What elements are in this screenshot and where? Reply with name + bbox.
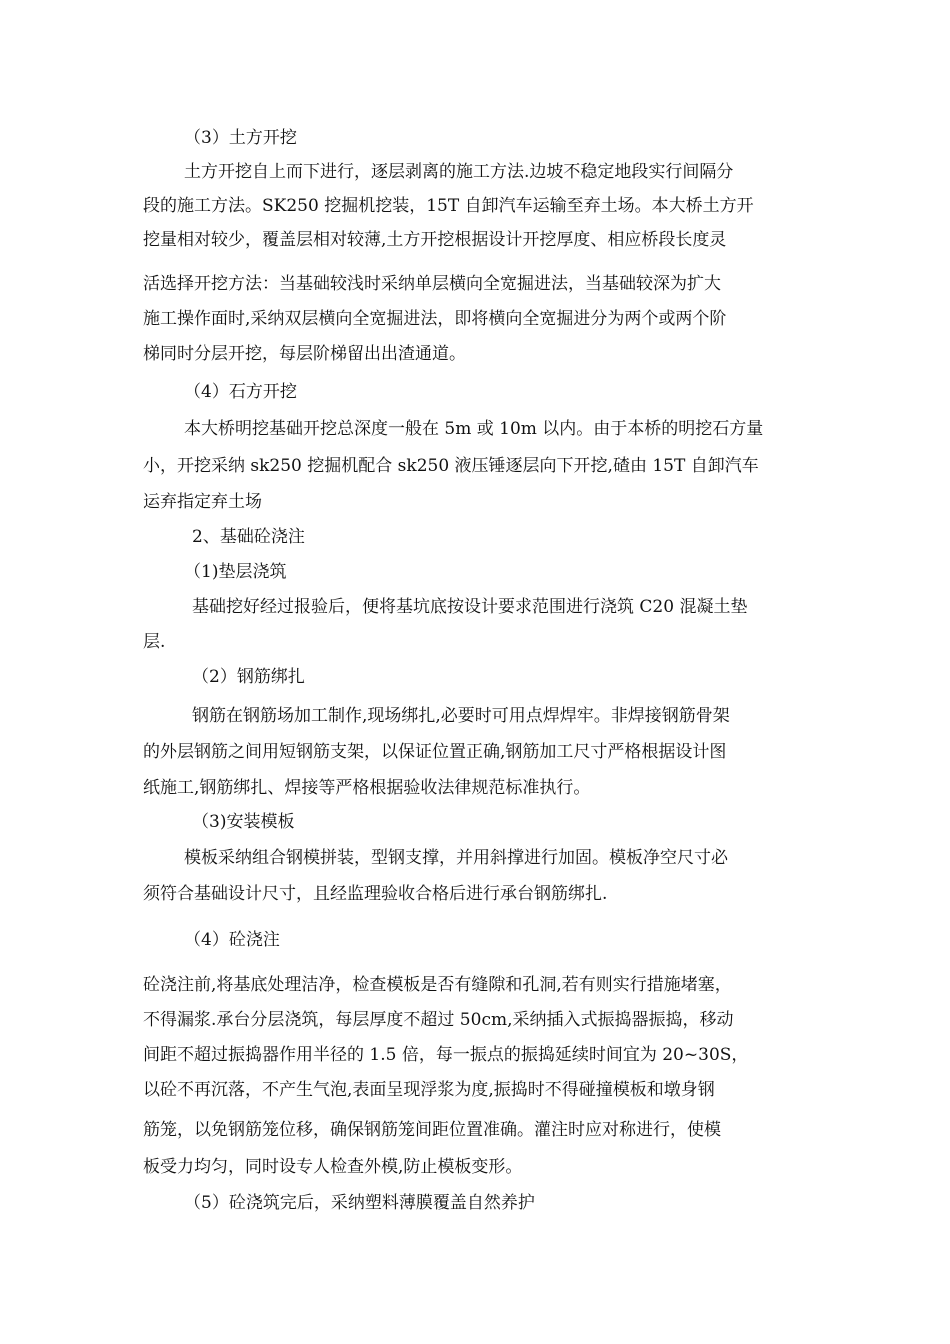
heading-formwork: （3)安装模板 (192, 812, 295, 832)
heading-earthwork: （3）土方开挖 (184, 128, 297, 148)
paragraph-line: 梯同时分层开挖，每层阶梯留出出渣通道。 (143, 344, 466, 364)
paragraph-line: 段的施工方法。SK250 挖掘机挖装，15T 自卸汽车运输至弃土场。本大桥土方开 (143, 196, 754, 216)
paragraph-line: 模板采纳组合钢模拼装，型钢支撑，并用斜撑进行加固。模板净空尺寸必 (184, 848, 728, 868)
paragraph-line: 施工操作面时,采纳双层横向全宽掘进法，即将横向全宽掘进分为两个或两个阶 (143, 309, 727, 329)
heading-pouring: （4）砼浇注 (184, 930, 280, 950)
paragraph-line: 板受力均匀，同时设专人检查外模,防止模板变形。 (143, 1157, 523, 1177)
heading-rebar: （2）钢筋绑扎 (192, 667, 305, 687)
paragraph-line: 筋笼，以免钢筋笼位移，确保钢筋笼间距位置准确。灌注时应对称进行，使模 (143, 1120, 721, 1140)
paragraph-line: 间距不超过振捣器作用半径的 1.5 倍，每一振点的振捣延续时间宜为 20~30S， (143, 1045, 749, 1065)
paragraph-line: 挖量相对较少，覆盖层相对较薄,土方开挖根据设计开挖厚度、相应桥段长度灵 (143, 230, 727, 250)
paragraph-line: 不得漏浆.承台分层浇筑，每层厚度不超过 50cm,采纳插入式振捣器振捣，移动 (143, 1010, 734, 1030)
paragraph-line: 本大桥明挖基础开挖总深度一般在 5m 或 10m 以内。由于本桥的明挖石方量 (184, 419, 764, 439)
paragraph-line: 活选择开挖方法：当基础较浅时采纳单层横向全宽掘进法，当基础较深为扩大 (143, 274, 721, 294)
paragraph-line: 以砼不再沉落，不产生气泡,表面呈现浮浆为度,振捣时不得碰撞模板和墩身钢 (143, 1080, 715, 1100)
paragraph-line: 的外层钢筋之间用短钢筋支架，以保证位置正确,钢筋加工尺寸严格根据设计图 (143, 742, 727, 762)
paragraph-line: 小，开挖采纳 sk250 挖掘机配合 sk250 液压锤逐层向下开挖,碴由 15T 自卸汽车 (143, 456, 759, 476)
paragraph-line: 纸施工,钢筋绑扎、焊接等严格根据验收法律规范标准执行。 (143, 778, 591, 798)
heading-curing: （5）砼浇筑完后，采纳塑料薄膜覆盖自然养护 (184, 1193, 535, 1213)
paragraph-line: 层. (143, 632, 166, 652)
paragraph-line: 砼浇注前,将基底处理洁净，检查模板是否有缝隙和孔洞,若有则实行措施堵塞， (143, 975, 732, 995)
heading-rockwork: （4）石方开挖 (184, 382, 297, 402)
paragraph-line: 须符合基础设计尺寸，且经监理验收合格后进行承台钢筋绑扎. (143, 884, 608, 904)
heading-cushion: （1)垫层浇筑 (184, 562, 287, 582)
section-heading: 2、基础砼浇注 (192, 527, 305, 547)
paragraph-line: 基础挖好经过报验后，便将基坑底按设计要求范围进行浇筑 C20 混凝土垫 (192, 597, 748, 617)
paragraph-line: 运弃指定弃土场 (143, 492, 262, 512)
paragraph-line: 钢筋在钢筋场加工制作,现场绑扎,必要时可用点焊焊牢。非焊接钢筋骨架 (192, 706, 730, 726)
paragraph-line: 土方开挖自上而下进行，逐层剥离的施工方法.边坡不稳定地段实行间隔分 (184, 162, 734, 182)
